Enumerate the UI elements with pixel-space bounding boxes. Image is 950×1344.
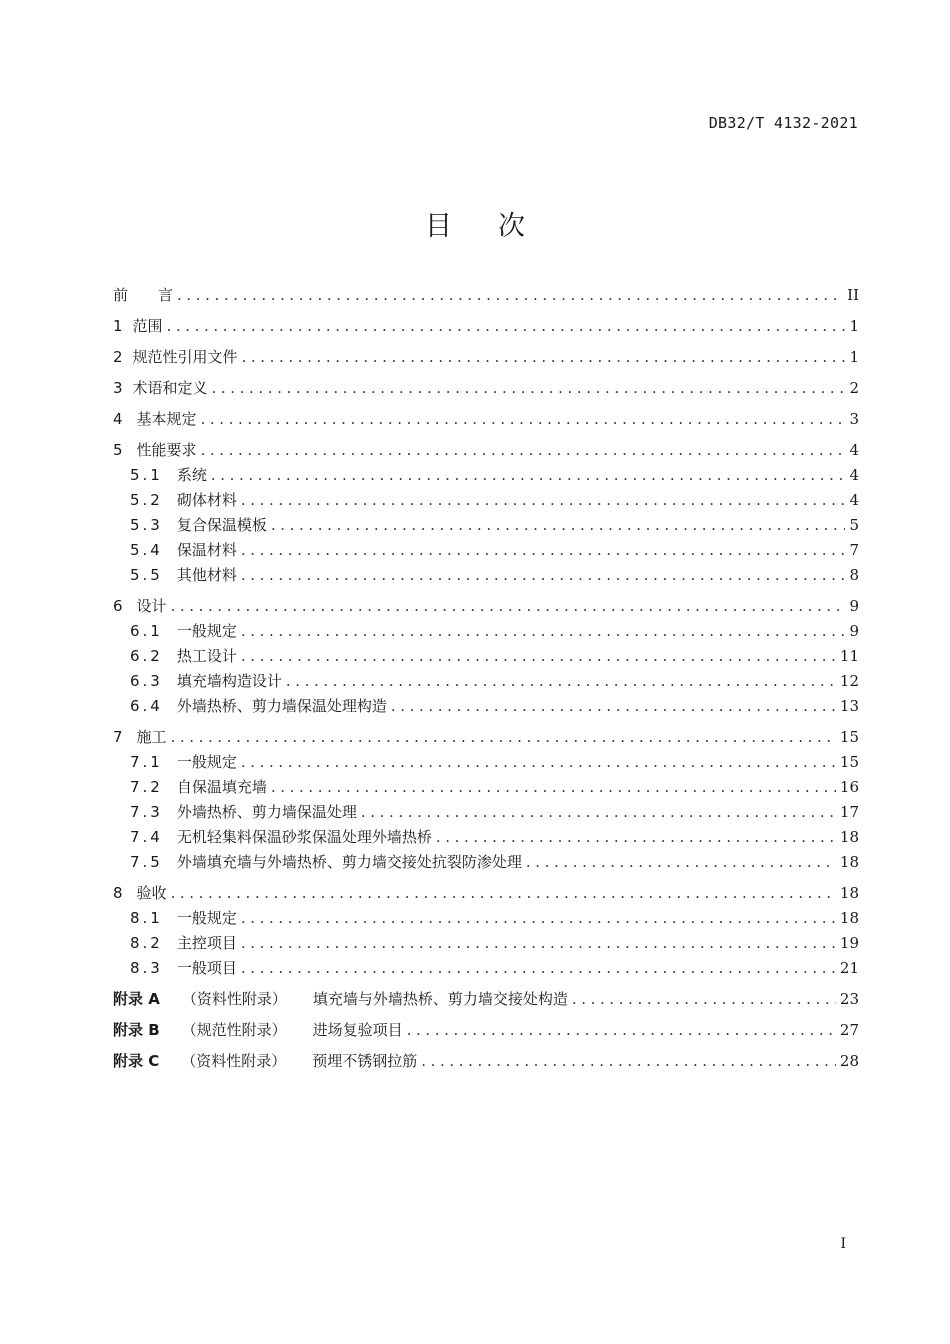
toc-entry-title: 外墙填充墙与外墙热桥、剪力墙交接处抗裂防渗处理 — [176, 853, 522, 871]
toc-entry[interactable] — [113, 513, 859, 538]
toc-entry-number: 7.3 — [130, 803, 163, 821]
dot-leader — [201, 407, 846, 432]
appendix-type: （规范性附录） — [181, 1021, 287, 1039]
appendix-label: 附录 C — [113, 1052, 160, 1070]
dot-leader — [436, 825, 836, 850]
toc-entry-title: 保温材料 — [176, 541, 237, 559]
toc-entry-number: 5.3 — [130, 516, 163, 534]
dot-leader — [211, 463, 846, 488]
toc-entry-title: 规范性引用文件 — [132, 348, 238, 366]
toc-entry[interactable] — [113, 956, 859, 981]
toc-entry[interactable] — [113, 538, 859, 563]
toc-entry[interactable] — [113, 594, 859, 619]
toc-entry-page: 15 — [839, 753, 859, 771]
toc-entry-number: 7 — [113, 728, 123, 746]
toc-entry-page: 4 — [849, 466, 859, 484]
toc-entry[interactable] — [113, 694, 859, 719]
toc-entry-number: 6.1 — [130, 622, 163, 640]
dot-leader — [241, 488, 846, 513]
toc-entry-title: 一般项目 — [176, 959, 237, 977]
toc-entry-title: 验收 — [136, 884, 167, 902]
toc-entry-number: 6.3 — [130, 672, 163, 690]
dot-leader — [212, 376, 846, 401]
appendix-label: 附录 B — [113, 1021, 160, 1039]
toc-entry-page: 11 — [839, 647, 859, 665]
toc-entry-number: 8 — [113, 884, 123, 902]
toc-entry-title: 系统 — [176, 466, 207, 484]
toc-entry-page: 17 — [839, 803, 859, 821]
toc-entry-number: 5.5 — [130, 566, 163, 584]
toc-entry-number: 8.2 — [130, 934, 163, 952]
toc-entry-number: 2 — [113, 348, 123, 366]
toc-entry-page: 9 — [849, 597, 859, 615]
toc-entry-number: 6.2 — [130, 647, 163, 665]
toc-entry-title: 一般规定 — [176, 753, 237, 771]
toc-entry-number: 8.3 — [130, 959, 163, 977]
toc-entry-number: 1 — [113, 317, 123, 335]
page-number: I — [840, 1236, 846, 1252]
toc-entry-page: 1 — [849, 348, 859, 366]
toc-entry[interactable] — [113, 906, 859, 931]
toc-heading: 目次 — [425, 211, 571, 242]
toc-entry[interactable] — [113, 463, 859, 488]
toc-appendix-entry[interactable] — [113, 1018, 859, 1043]
dot-leader — [241, 619, 846, 644]
toc-entry-title: 外墙热桥、剪力墙保温处理构造 — [176, 697, 387, 715]
appendix-type: （资料性附录） — [181, 1052, 287, 1070]
toc-entry-page: 18 — [839, 884, 859, 902]
toc-entry[interactable] — [113, 669, 859, 694]
toc-entry-page: 4 — [849, 491, 859, 509]
toc-entry-number: 5.4 — [130, 541, 163, 559]
toc-entry-page: 12 — [839, 672, 859, 690]
toc-entry-title: 其他材料 — [176, 566, 237, 584]
toc-entry[interactable] — [113, 800, 859, 825]
toc-entry-title: 复合保温模板 — [176, 516, 267, 534]
toc-entry[interactable] — [113, 825, 859, 850]
toc-entry-number: 4 — [113, 410, 123, 428]
toc-entry-number: 5.2 — [130, 491, 163, 509]
toc-entry-page: 5 — [849, 516, 859, 534]
toc-entry-number: 7.5 — [130, 853, 163, 871]
toc-entry-title: 一般规定 — [176, 622, 237, 640]
toc-entry-title: 设计 — [136, 597, 167, 615]
toc-entry[interactable] — [113, 376, 859, 401]
toc-entry-title: 前 言 — [113, 286, 174, 304]
dot-leader — [572, 987, 836, 1012]
toc-entry-page: 15 — [839, 728, 859, 746]
dot-leader — [271, 775, 836, 800]
toc-entry[interactable] — [113, 725, 859, 750]
toc-entry-title: 无机轻集料保温砂浆保温处理外墙热桥 — [176, 828, 432, 846]
toc-entry-page: 16 — [839, 778, 859, 796]
toc-entry[interactable] — [113, 563, 859, 588]
toc-entry-title: 施工 — [136, 728, 167, 746]
toc-entry-page: II — [847, 286, 859, 304]
toc-entry-page: 9 — [849, 622, 859, 640]
toc-appendix-entry[interactable] — [113, 987, 859, 1012]
toc-entry[interactable] — [113, 619, 859, 644]
appendix-title: 填充墙与外墙热桥、剪力墙交接处构造 — [312, 990, 568, 1008]
toc-entry-page: 13 — [839, 697, 859, 715]
appendix-title: 进场复验项目 — [312, 1021, 403, 1039]
toc-entry[interactable] — [113, 345, 859, 370]
toc-entry-title: 术语和定义 — [132, 379, 208, 397]
appendix-page: 28 — [839, 1052, 859, 1070]
appendix-page: 27 — [839, 1021, 859, 1039]
toc-entry-page: 3 — [849, 410, 859, 428]
toc-entry-title: 范围 — [132, 317, 163, 335]
dot-leader — [201, 438, 846, 463]
appendix-label: 附录 A — [113, 990, 160, 1008]
toc-entry[interactable] — [113, 644, 859, 669]
dot-leader — [241, 931, 836, 956]
toc-entry[interactable] — [113, 750, 859, 775]
toc-appendix-entry[interactable] — [113, 1049, 859, 1074]
dot-leader — [241, 563, 846, 588]
toc-entry-number: 5.1 — [130, 466, 163, 484]
toc-entry-page: 18 — [839, 909, 859, 927]
appendix-type: （资料性附录） — [181, 990, 287, 1008]
dot-leader — [286, 669, 836, 694]
toc-entry-title: 热工设计 — [176, 647, 237, 665]
toc-entry[interactable] — [113, 881, 859, 906]
toc-entry-number: 7.1 — [130, 753, 163, 771]
toc-entry-number: 5 — [113, 441, 123, 459]
dot-leader — [407, 1018, 836, 1043]
dot-leader — [171, 881, 836, 906]
dot-leader — [361, 800, 836, 825]
dot-leader — [421, 1049, 836, 1074]
toc-entry-page: 19 — [839, 934, 859, 952]
toc-entry[interactable] — [113, 314, 859, 339]
toc-entry-page: 8 — [849, 566, 859, 584]
table-of-contents — [113, 283, 859, 1074]
toc-entry-page: 18 — [839, 853, 859, 871]
dot-leader — [391, 694, 836, 719]
toc-entry-title: 一般规定 — [176, 909, 237, 927]
dot-leader — [241, 644, 836, 669]
dot-leader — [241, 906, 836, 931]
appendix-page: 23 — [839, 990, 859, 1008]
toc-entry-page: 2 — [849, 379, 859, 397]
dot-leader — [241, 750, 836, 775]
dot-leader — [241, 538, 846, 563]
toc-entry-title: 外墙热桥、剪力墙保温处理 — [176, 803, 357, 821]
toc-entry[interactable] — [113, 438, 859, 463]
toc-entry-number: 6 — [113, 597, 123, 615]
toc-entry[interactable] — [113, 775, 859, 800]
dot-leader — [271, 513, 846, 538]
toc-entry-number: 7.2 — [130, 778, 163, 796]
toc-entry-page: 21 — [839, 959, 859, 977]
toc-entry-number: 3 — [113, 379, 123, 397]
dot-leader — [242, 345, 846, 370]
dot-leader — [167, 314, 846, 339]
toc-entry-page: 1 — [849, 317, 859, 335]
dot-leader — [171, 594, 846, 619]
toc-entry[interactable] — [113, 407, 859, 432]
toc-entry-title: 性能要求 — [136, 441, 197, 459]
toc-entry-title: 填充墙构造设计 — [176, 672, 282, 690]
toc-entry[interactable] — [113, 488, 859, 513]
appendix-title: 预埋不锈钢拉筋 — [312, 1052, 418, 1070]
toc-entry-title: 主控项目 — [176, 934, 237, 952]
toc-entry-page: 7 — [849, 541, 859, 559]
toc-entry-title: 自保温填充墙 — [176, 778, 267, 796]
dot-leader — [177, 283, 843, 308]
dot-leader — [171, 725, 836, 750]
dot-leader — [526, 850, 836, 875]
toc-entry-number: 7.4 — [130, 828, 163, 846]
toc-entry[interactable] — [113, 283, 859, 308]
toc-entry-page: 18 — [839, 828, 859, 846]
toc-entry-number: 6.4 — [130, 697, 163, 715]
toc-entry-title: 砌体材料 — [176, 491, 237, 509]
toc-entry-title: 基本规定 — [136, 410, 197, 428]
toc-entry-page: 4 — [849, 441, 859, 459]
toc-entry-number: 8.1 — [130, 909, 163, 927]
dot-leader — [241, 956, 836, 981]
document-code: DB32/T 4132-2021 — [708, 114, 858, 132]
toc-entry[interactable] — [113, 931, 859, 956]
toc-entry[interactable] — [113, 850, 859, 875]
